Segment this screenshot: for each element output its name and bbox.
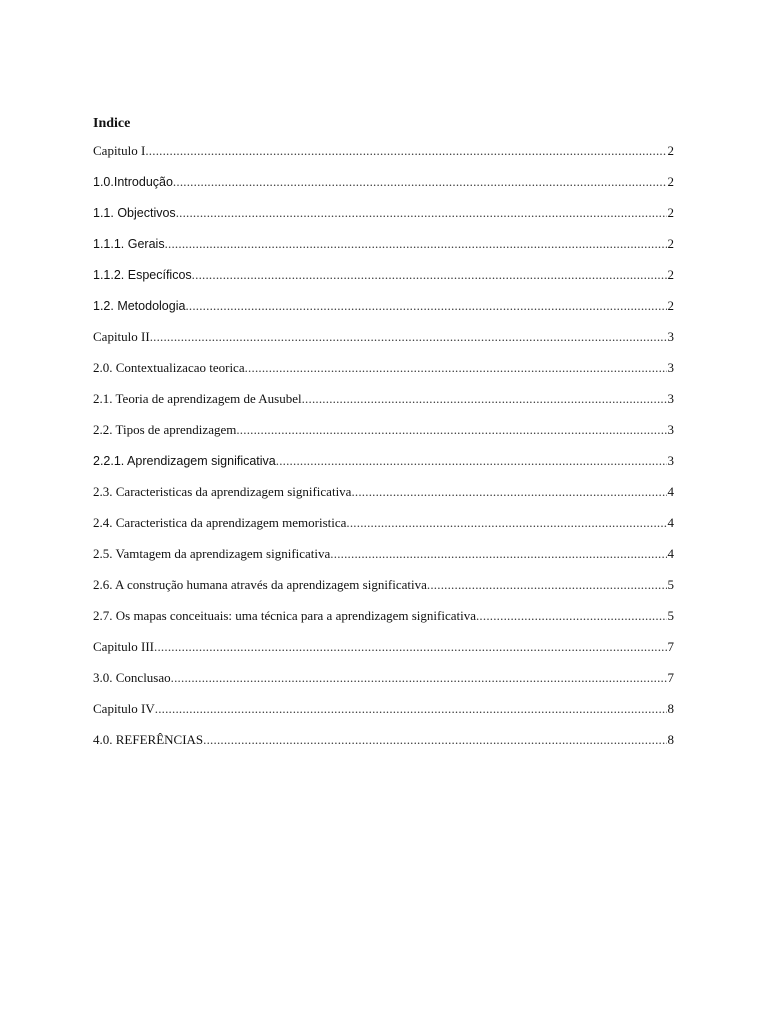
toc-entry[interactable]	[93, 631, 674, 662]
toc-entry-page-number: 7	[667, 639, 674, 654]
toc-entry-label: 1.1.2. Específicos	[93, 268, 192, 282]
toc-entry-label: Capitulo III	[93, 639, 155, 654]
toc-dot-leader	[176, 197, 667, 228]
toc-entry[interactable]	[93, 693, 674, 724]
toc-entry-label: 1.1.1. Gerais	[93, 237, 165, 251]
toc-entry[interactable]	[93, 197, 674, 228]
toc-entry-label: 2.1. Teoria de aprendizagem de Ausubel	[93, 391, 302, 406]
toc-entry[interactable]	[93, 507, 674, 538]
toc-entry-label: 1.0.Introdução	[93, 175, 173, 189]
toc-dot-leader	[145, 135, 666, 166]
toc-entry-page-number: 8	[667, 701, 674, 716]
toc-entry[interactable]	[93, 228, 674, 259]
toc-entry[interactable]	[93, 290, 674, 321]
toc-entry-page-number: 3	[667, 360, 674, 375]
toc-entry[interactable]	[93, 166, 674, 197]
toc-title: Indice	[93, 116, 131, 131]
toc-entry-label: 3.0. Conclusao	[93, 670, 171, 685]
toc-entry-label: Capitulo IV	[93, 701, 155, 716]
toc-entry-page-number: 7	[667, 670, 674, 685]
toc-entry-page-number: 4	[667, 546, 674, 561]
toc-entry-page-number: 2	[667, 236, 674, 251]
toc-entry-page-number: 3	[667, 329, 674, 344]
toc-dot-leader	[476, 600, 667, 631]
toc-list	[93, 135, 674, 755]
toc-entry-page-number: 8	[667, 732, 674, 747]
toc-dot-leader	[302, 383, 667, 414]
toc-entry[interactable]	[93, 135, 674, 166]
toc-entry[interactable]	[93, 352, 674, 383]
toc-dot-leader	[155, 693, 667, 724]
toc-entry-page-number: 2	[667, 174, 674, 189]
toc-dot-leader	[154, 631, 666, 662]
toc-dot-leader	[346, 507, 666, 538]
toc-entry-page-number: 5	[667, 577, 674, 592]
toc-entry-page-number: 3	[667, 422, 674, 437]
toc-dot-leader	[150, 321, 667, 352]
toc-entry-label: 2.2. Tipos de aprendizagem	[93, 422, 237, 437]
toc-entry[interactable]	[93, 321, 674, 352]
toc-dot-leader	[171, 662, 667, 693]
toc-entry-page-number: 2	[667, 298, 674, 313]
toc-dot-leader	[185, 290, 666, 321]
toc-dot-leader	[330, 538, 666, 569]
toc-dot-leader	[192, 259, 667, 290]
toc-entry-label: 2.6. A construção humana através da aprendizagem significativa	[93, 577, 427, 592]
toc-entry[interactable]	[93, 662, 674, 693]
toc-entry[interactable]	[93, 259, 674, 290]
toc-entry[interactable]	[93, 569, 674, 600]
toc-dot-leader	[165, 228, 667, 259]
toc-entry[interactable]	[93, 538, 674, 569]
toc-dot-leader	[276, 445, 667, 476]
toc-entry-label: 2.5. Vamtagem da aprendizagem significativa	[93, 546, 331, 561]
toc-entry-label: Capitulo I	[93, 143, 146, 158]
toc-dot-leader	[245, 352, 667, 383]
toc-entry-page-number: 4	[667, 484, 674, 499]
table-of-contents	[93, 114, 674, 755]
toc-entry[interactable]	[93, 600, 674, 631]
toc-entry-label: 2.7. Os mapas conceituais: uma técnica para a aprendizagem significativa	[93, 608, 476, 623]
toc-entry-page-number: 4	[667, 515, 674, 530]
toc-entry[interactable]	[93, 724, 674, 755]
toc-entry-label: Capitulo II	[93, 329, 150, 344]
toc-entry-page-number: 3	[667, 391, 674, 406]
toc-entry-label: 1.1. Objectivos	[93, 206, 176, 220]
toc-entry[interactable]	[93, 476, 674, 507]
toc-entry-label: 2.4. Caracteristica da aprendizagem memoristica	[93, 515, 347, 530]
toc-dot-leader	[236, 414, 666, 445]
toc-entry-label: 1.2. Metodologia	[93, 299, 186, 313]
toc-entry[interactable]	[93, 383, 674, 414]
toc-dot-leader	[173, 166, 667, 197]
toc-entry-label: 4.0. REFERÊNCIAS	[93, 732, 204, 747]
toc-entry[interactable]	[93, 445, 674, 476]
toc-dot-leader	[351, 476, 666, 507]
toc-entry-page-number: 2	[667, 143, 674, 158]
toc-entry-page-number: 2	[667, 205, 674, 220]
toc-entry-page-number: 3	[667, 453, 674, 468]
toc-entry-label: 2.3. Caracteristicas da aprendizagem significativa	[93, 484, 352, 499]
toc-dot-leader	[427, 569, 667, 600]
toc-entry[interactable]	[93, 414, 674, 445]
toc-entry-label: 2.0. Contextualizacao teorica	[93, 360, 245, 375]
toc-dot-leader	[203, 724, 666, 755]
toc-entry-label: 2.2.1. Aprendizagem significativa	[93, 454, 276, 468]
toc-entry-page-number: 5	[667, 608, 674, 623]
toc-entry-page-number: 2	[667, 267, 674, 282]
